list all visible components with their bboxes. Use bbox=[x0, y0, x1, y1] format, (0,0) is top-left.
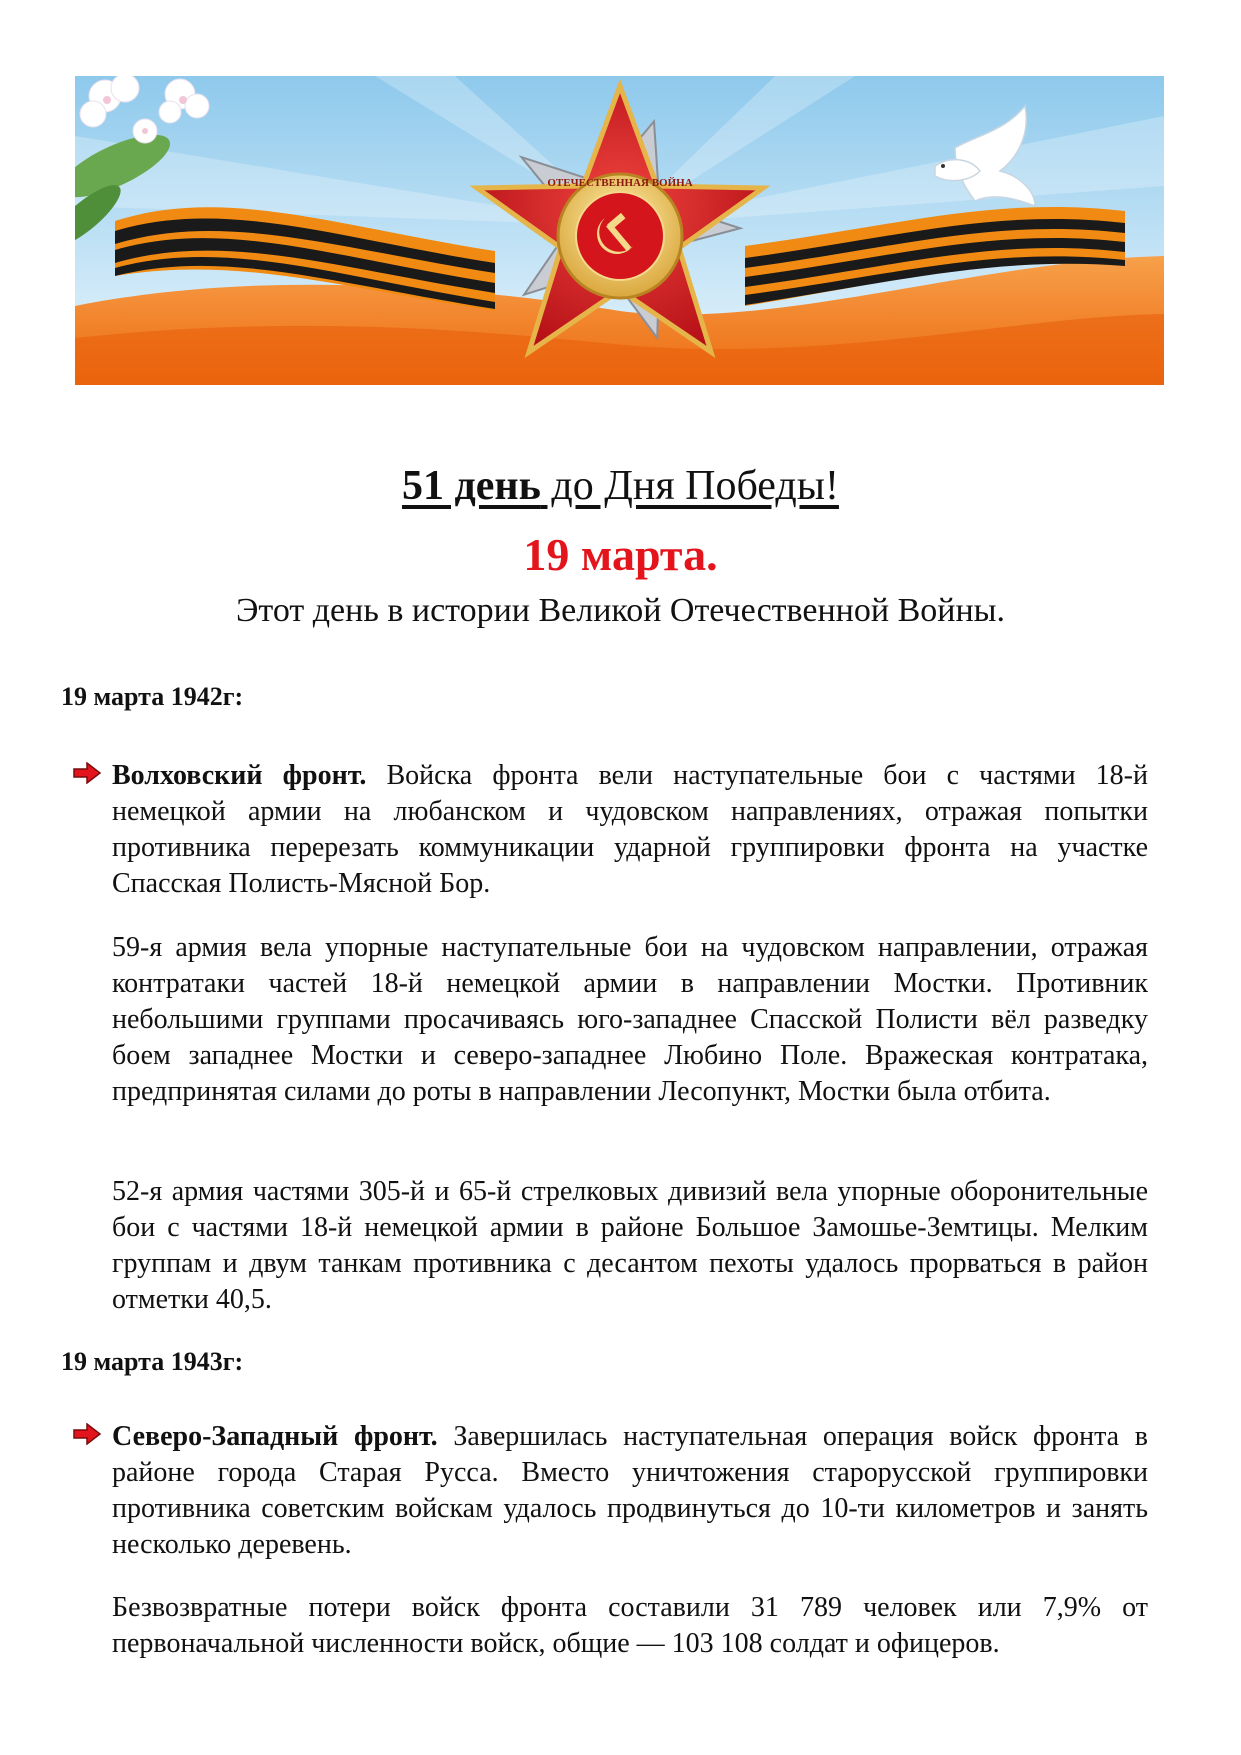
page-title bbox=[0, 462, 1241, 510]
section-heading-1942: 19 марта 1942г: bbox=[61, 682, 244, 711]
entry-52nd-army: 52-я армия частями 305-й и 65-й стрелковых дивизий вела упорные оборонительные бои с частями 18-й немецкой армии в районе Большое Замошье-Земтицы. Мелким группам и двум танкам противника с десантом пехоты удалось прорваться в район отметки 40,5. bbox=[112, 1176, 1148, 1315]
red-arrow-bullet-icon bbox=[72, 1423, 102, 1445]
entry-59th-army: 59-я армия вела упорные наступательные бои на чудовском направлении, отражая контратаки частей 18-й немецкой армии в направлении Мостки. Противник небольшими группами просачиваясь юго-западнее Спасской Полисти вёл разведку боем западнее Мостки и северо-западнее Любино Поле. Вражеская контратака, предпринятая силами до роты в направлении Лесопункт, Мостки была отбита. bbox=[112, 932, 1148, 1107]
entry-lead: Волховский фронт. bbox=[112, 760, 367, 791]
red-arrow-bullet-icon bbox=[72, 762, 102, 784]
entry-text: Завершилась наступательная операция войск фронта в районе города Старая Русса. Вместо уничтожения старорусской группировки противника советским войскам удалось продвинуться до 10-ти километров и занять несколько деревень. bbox=[112, 1421, 1149, 1560]
title-rest: до Дня Победы! bbox=[540, 463, 839, 509]
entry-losses: Безвозвратные потери войск фронта составили 31 789 человек или 7,9% от первоначальной численности войск, общие — 103 108 солдат и офицеров. bbox=[112, 1592, 1148, 1659]
section-heading-1943: 19 марта 1943г: bbox=[61, 1347, 244, 1376]
date-heading: 19 марта. bbox=[523, 529, 718, 580]
entry-northwestern-front bbox=[112, 1419, 1148, 1563]
emblem-text: ОТЕЧЕСТВЕННАЯ ВОЙНА bbox=[547, 177, 693, 189]
entry-volkhov-front bbox=[112, 758, 1148, 902]
title-days-count: 51 день bbox=[402, 463, 541, 509]
entry-lead: Северо-Западный фронт. bbox=[112, 1421, 438, 1452]
header-banner bbox=[75, 76, 1164, 385]
subtitle: Этот день в истории Великой Отечественной Войны. bbox=[235, 592, 1005, 629]
entry-text: Войска фронта вели наступательные бои с частями 18-й немецкой армии на любанском и чудовском направлениях, отражая попытки противника перерезать коммуникации ударной группировки фронта на участке Спасская Полисть-Мясной Бор. bbox=[112, 760, 1148, 899]
